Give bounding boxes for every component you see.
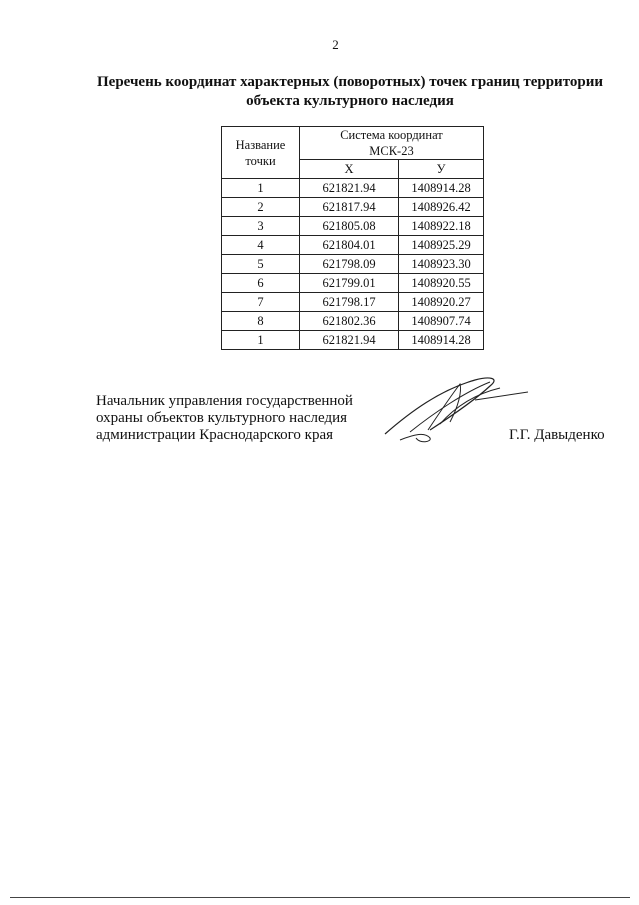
footer-divider xyxy=(10,897,630,898)
cell-x: 621805.08 xyxy=(300,217,399,236)
signatory-position xyxy=(96,393,353,444)
table-row xyxy=(222,217,484,236)
cell-y: 1408925.29 xyxy=(399,236,484,255)
table-row xyxy=(222,198,484,217)
cell-point: 1 xyxy=(222,179,300,198)
cell-point: 6 xyxy=(222,274,300,293)
table-row xyxy=(222,179,484,198)
table-row xyxy=(222,293,484,312)
cell-x: 621802.36 xyxy=(300,312,399,331)
table-row xyxy=(222,331,484,350)
header-system-line-1: Система координат xyxy=(340,128,443,142)
cell-point: 3 xyxy=(222,217,300,236)
header-system-line-2: МСК-23 xyxy=(369,144,414,158)
cell-x: 621804.01 xyxy=(300,236,399,255)
header-point-name: Название точки xyxy=(222,127,300,179)
page-number: 2 xyxy=(332,37,339,52)
cell-x: 621798.17 xyxy=(300,293,399,312)
cell-y: 1408922.18 xyxy=(399,217,484,236)
table-row xyxy=(222,274,484,293)
table-row xyxy=(222,236,484,255)
cell-point: 4 xyxy=(222,236,300,255)
cell-x: 621821.94 xyxy=(300,179,399,198)
table-row xyxy=(222,255,484,274)
title-line-1: Перечень координат характерных (поворотных) точек границ территории xyxy=(97,74,603,90)
cell-x: 621799.01 xyxy=(300,274,399,293)
cell-y: 1408920.27 xyxy=(399,293,484,312)
header-coordinate-system xyxy=(300,127,484,160)
cell-point: 8 xyxy=(222,312,300,331)
handwritten-signature xyxy=(380,372,530,447)
table-row xyxy=(222,312,484,331)
cell-y: 1408907.74 xyxy=(399,312,484,331)
title-line-2: объекта культурного наследия xyxy=(246,93,454,109)
position-line-2: охраны объектов культурного наследия xyxy=(96,410,348,426)
signatory-name: Г.Г. Давыденко xyxy=(509,427,605,443)
cell-y: 1408914.28 xyxy=(399,179,484,198)
coordinates-table xyxy=(221,126,484,350)
header-y: У xyxy=(399,160,484,179)
cell-point: 1 xyxy=(222,331,300,350)
position-line-1: Начальник управления государственной xyxy=(96,393,353,409)
cell-point: 7 xyxy=(222,293,300,312)
cell-x: 621798.09 xyxy=(300,255,399,274)
cell-y: 1408923.30 xyxy=(399,255,484,274)
cell-x: 621817.94 xyxy=(300,198,399,217)
cell-y: 1408920.55 xyxy=(399,274,484,293)
cell-x: 621821.94 xyxy=(300,331,399,350)
cell-y: 1408926.42 xyxy=(399,198,484,217)
header-x: Х xyxy=(300,160,399,179)
document-title xyxy=(60,73,639,111)
cell-point: 5 xyxy=(222,255,300,274)
table-body xyxy=(222,179,484,350)
position-line-3: администрации Краснодарского края xyxy=(96,427,334,443)
cell-y: 1408914.28 xyxy=(399,331,484,350)
cell-point: 2 xyxy=(222,198,300,217)
